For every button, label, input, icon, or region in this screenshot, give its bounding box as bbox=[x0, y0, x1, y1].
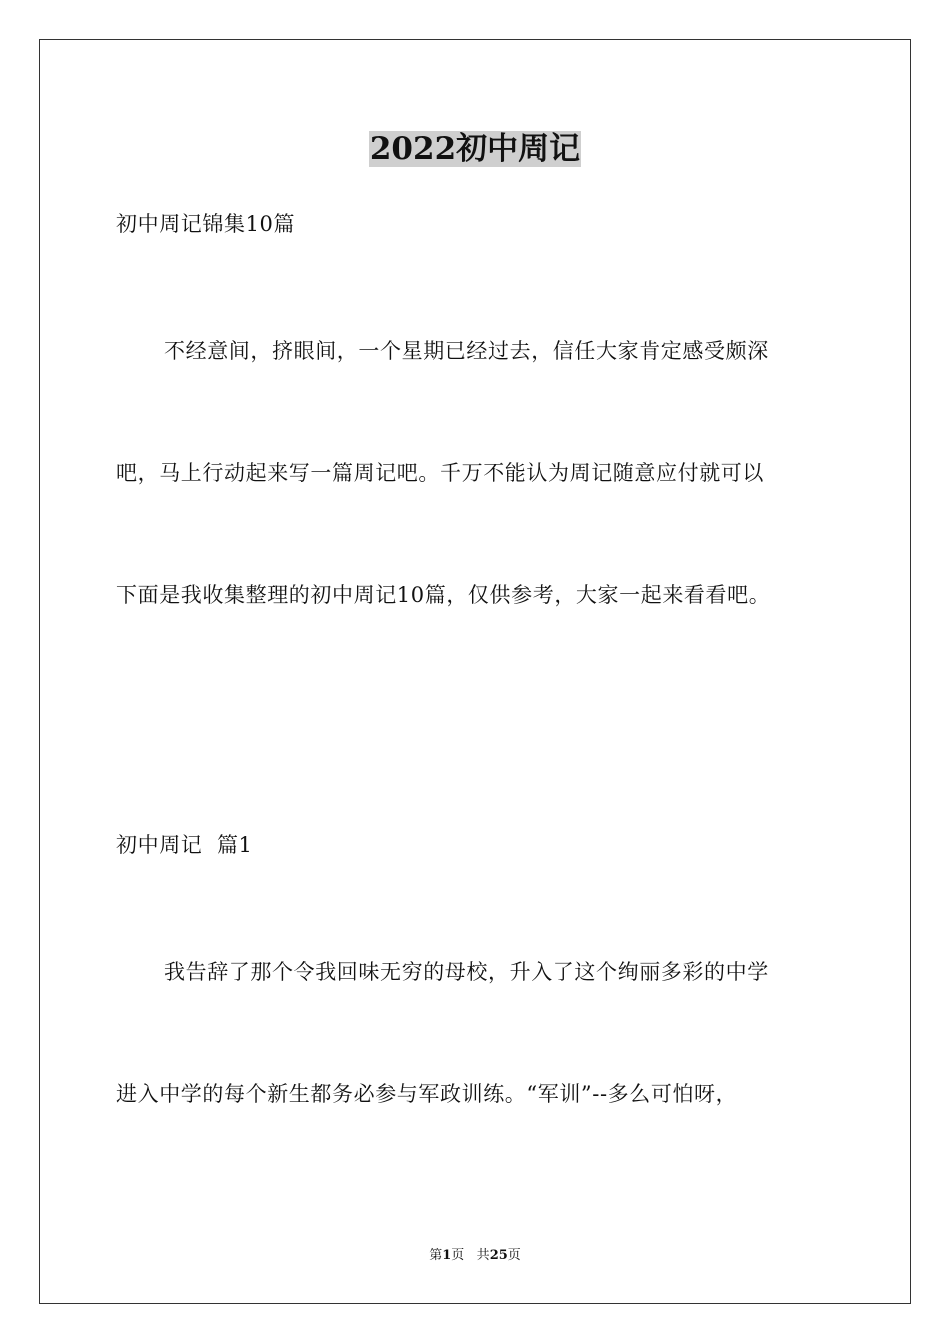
section-heading: 初中周记 篇1 bbox=[116, 833, 253, 857]
footer-page-suffix: 页 bbox=[451, 1248, 465, 1263]
footer-page-number: 1 bbox=[442, 1248, 452, 1263]
intro-line-3: 下面是我收集整理的初中周记10篇，仅供参考，大家一起来看看吧。 bbox=[116, 583, 771, 607]
document-subtitle: 初中周记锦集10篇 bbox=[116, 212, 296, 236]
footer-total-prefix: 共 bbox=[476, 1248, 490, 1263]
document-title: 2022初中周记 bbox=[369, 131, 581, 167]
body-line-1: 我告辞了那个令我回味无穷的母校，升入了这个绚丽多彩的中学 bbox=[164, 960, 769, 984]
footer-total-pages: 25 bbox=[489, 1248, 508, 1263]
document-title-container bbox=[0, 128, 950, 170]
body-line-2: 进入中学的每个新生都务必参与军政训练。“军训”--多么可怕呀， bbox=[116, 1082, 738, 1106]
intro-line-2: 吧，马上行动起来写一篇周记吧。千万不能认为周记随意应付就可以 bbox=[116, 461, 764, 485]
intro-line-1: 不经意间，挤眼间，一个星期已经过去，信任大家肯定感受颇深 bbox=[164, 339, 769, 363]
footer-page-prefix: 第 bbox=[429, 1248, 443, 1263]
footer-total-suffix: 页 bbox=[507, 1248, 521, 1263]
page-footer bbox=[0, 1247, 950, 1265]
